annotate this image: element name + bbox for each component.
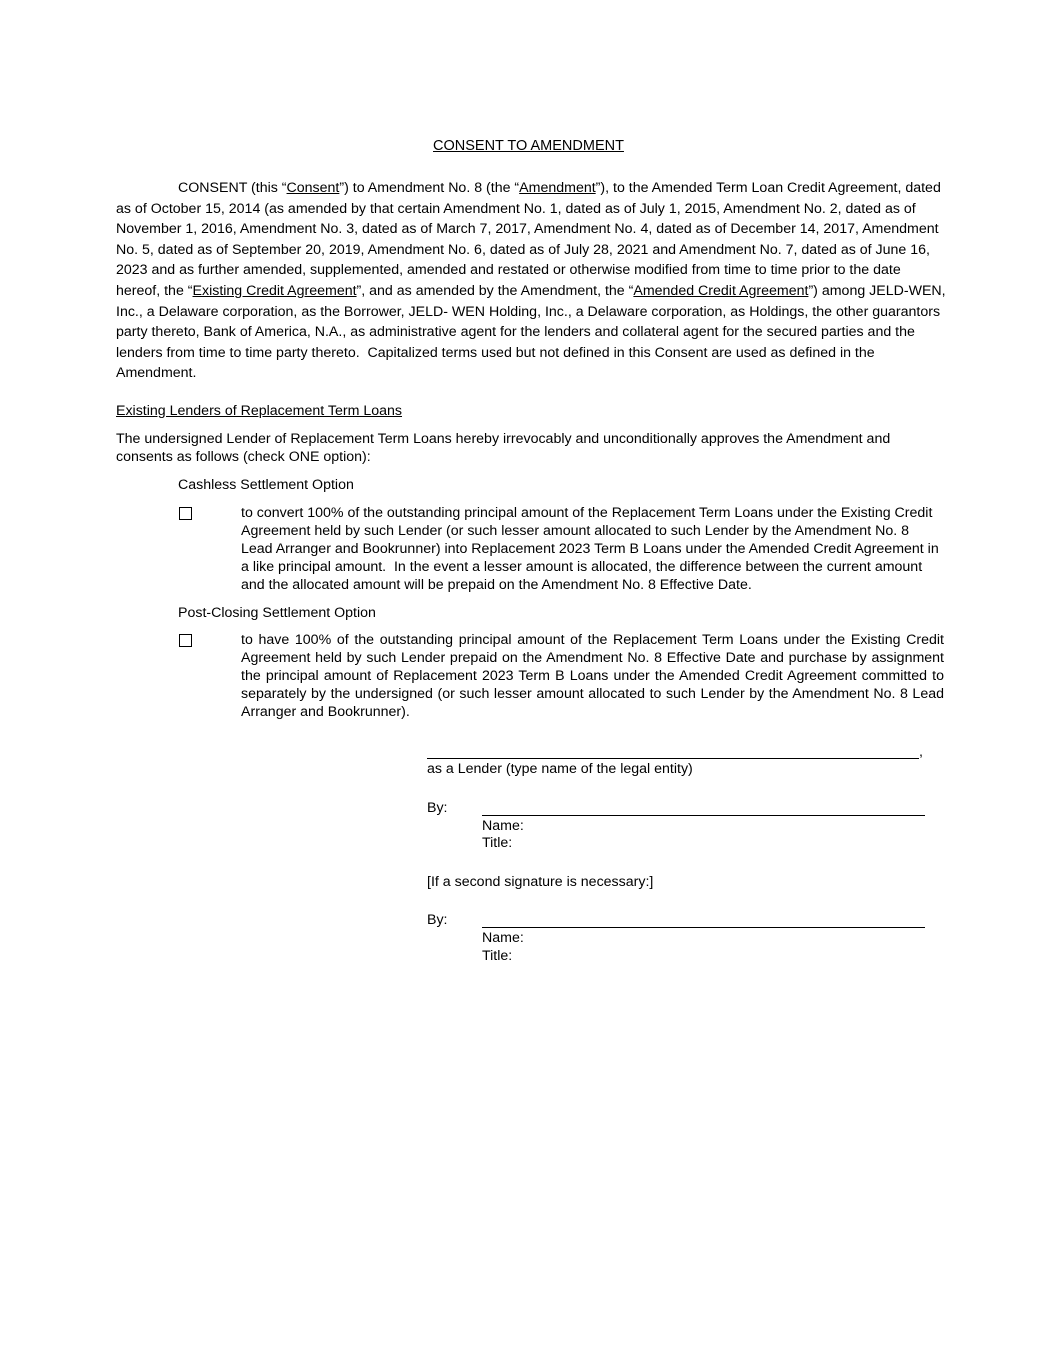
section-heading: Existing Lenders of Replacement Term Loans <box>116 403 403 419</box>
cashless-option-heading: Cashless Settlement Option <box>178 477 354 493</box>
document-title: CONSENT TO AMENDMENT <box>433 138 624 154</box>
approval-paragraph: The undersigned Lender of Replacement Term Loans hereby irrevocably and unconditionally approves the Amendment and consents as follows (check ONE option): <box>116 431 891 465</box>
intro-text-3: ”), to the Amended Term Loan Credit Agreement, dated as of October 15, 2014 (as amended by that certain Amendment No. 1, dated as of July 1, 2015, Amendment No. 2, dated as of November 1, 2016, Amendment No. 3, dated as of March 7, 2017, Amendment No. 4, dated as of December 14, 2017, Amendment No. 5, dated as of September 20, 2019, Amendment No. 6, dated as of July 28, 2021 and Amendment No. 7, dated as of June 16, 2023 and as further amended, supplemented, amended and restated or otherwise modified from time to time prior to the date hereof, the “ <box>116 180 941 299</box>
by-label-2: By: <box>427 912 448 928</box>
lender-line-comma: , <box>919 744 923 760</box>
name-label-2: Name: <box>482 930 524 946</box>
post-closing-option-checkbox[interactable] <box>179 634 192 647</box>
cashless-option-text: to convert 100% of the outstanding principal amount of the Replacement Term Loans under the Existing Credit Agreement held by such Lender (or such lesser amount allocated to such Lender by the Amendment No. 8 Lead Arranger and Bookrunner) into Replacement 2023 Term B Loans under the Amended Credit Agreement in a like principal amount. In the event a lesser amount is allocated, the difference between the current amount and the allocated amount will be prepaid on the Amendment No. 8 Effective Date. <box>241 505 939 593</box>
consent-defined-term: Consent <box>286 180 340 196</box>
post-closing-option-heading: Post-Closing Settlement Option <box>178 605 376 621</box>
amended-credit-agreement-term: Amended Credit Agreement <box>633 282 809 299</box>
intro-paragraph <box>116 178 946 384</box>
intro-text-4: ”, and as amended by the Amendment, the “ <box>356 282 634 299</box>
existing-credit-agreement-term: Existing Credit Agreement <box>192 282 357 299</box>
lender-name-line[interactable] <box>427 758 919 759</box>
name-label: Name: <box>482 818 524 834</box>
second-signature-note: [If a second signature is necessary:] <box>427 874 654 890</box>
signature-line-2[interactable] <box>482 927 925 928</box>
signature-line[interactable] <box>482 815 925 816</box>
title-label: Title: <box>482 835 513 851</box>
intro-text-1: CONSENT (this “ <box>178 180 287 196</box>
title-label-2: Title: <box>482 948 513 964</box>
lender-label: as a Lender (type name of the legal entity) <box>427 761 693 777</box>
amendment-defined-term: Amendment <box>519 180 596 196</box>
cashless-option-checkbox[interactable] <box>179 507 192 520</box>
intro-text-5: ”) among JELD-WEN, Inc., a Delaware corporation, as the Borrower, JELD- WEN Holding, Inc., a Delaware corporation, as Holdings, the other guarantors party thereto, Bank of America, N.A., as administrative agent for the lenders and collateral agent for the secured parties and the lenders from time to time party thereto. Capitalized terms used but not defined in this Consent are used as defined in the Amendment. <box>116 282 946 382</box>
by-label: By: <box>427 800 448 816</box>
intro-text-2: ”) to Amendment No. 8 (the “ <box>339 180 520 196</box>
post-closing-option-text: to have 100% of the outstanding principal amount of the Replacement Term Loans under the Existing Credit Agreement held by such Lender prepaid on the Amendment No. 8 Effective Date and purchase by assignment the principal amount of Replacement 2023 Term B Loans under the Amended Credit Agreement committed to separately by the undersigned (or such lesser amount allocated to such Lender by the Amendment No. 8 Lead Arranger and Bookrunner). <box>241 632 944 720</box>
